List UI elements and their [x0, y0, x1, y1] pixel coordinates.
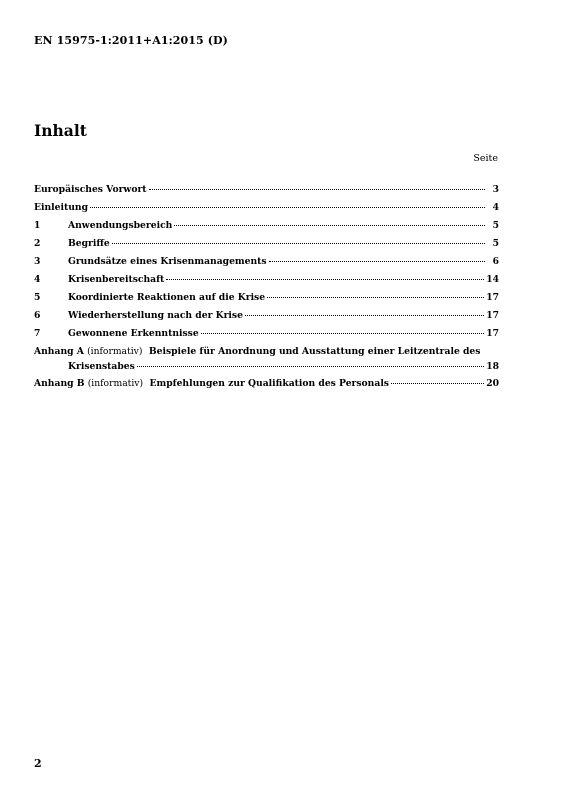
dot-leader — [267, 296, 484, 298]
toc-entry-annex-a[interactable] — [34, 345, 499, 374]
toc-entry-einleitung[interactable] — [34, 199, 499, 217]
annex-title: Empfehlungen zur Qualifikation des Personals — [149, 378, 389, 389]
toc-entry-number: 5 — [34, 292, 41, 303]
toc-entry-4[interactable] — [34, 271, 499, 289]
dot-leader — [391, 382, 484, 384]
toc-entry-page: 5 — [492, 238, 499, 249]
toc-entry-title: Koordinierte Reaktionen auf die Krise — [68, 292, 266, 303]
toc-entry-page: 4 — [492, 202, 499, 213]
toc-entry-page: 20 — [486, 378, 499, 389]
annex-a-line1 — [34, 345, 499, 359]
annex-label: Anhang A — [34, 346, 84, 357]
toc-entry-vorwort[interactable] — [34, 181, 499, 199]
toc-entry-title: Wiederherstellung nach der Krise — [68, 310, 243, 321]
toc-entry-title: Begriffe — [68, 238, 110, 249]
toc-entry-page: 18 — [486, 361, 499, 372]
toc-entry-title: Grundsätze eines Krisenmanagements — [68, 256, 267, 267]
table-of-contents — [34, 181, 499, 393]
toc-entry-number: 2 — [34, 238, 41, 249]
toc-entry-title: Krisenbereitschaft — [68, 274, 165, 285]
toc-entry-6[interactable] — [34, 307, 499, 325]
toc-entry-title: Anwendungsbereich — [68, 220, 173, 231]
page-number: 2 — [34, 757, 42, 770]
toc-entry-3[interactable] — [34, 253, 499, 271]
dot-leader — [166, 278, 484, 280]
dot-leader — [245, 314, 484, 316]
dot-leader — [174, 224, 485, 226]
dot-leader — [112, 242, 485, 244]
page-column-label: Seite — [473, 153, 498, 164]
annex-label: Anhang B — [34, 378, 85, 389]
toc-entry-5[interactable] — [34, 289, 499, 307]
toc-entry-page: 17 — [486, 292, 499, 303]
toc-entry-title: Gewonnene Erkenntnisse — [68, 328, 199, 339]
toc-entry-page: 5 — [492, 220, 499, 231]
annex-title: Beispiele für Anordnung und Ausstattung einer Leitzentrale des — [148, 346, 481, 357]
toc-entry-page: 3 — [492, 184, 499, 195]
annex-heading — [34, 375, 389, 393]
toc-entry-2[interactable] — [34, 235, 499, 253]
annex-type: (informativ) — [87, 378, 144, 389]
dot-leader — [201, 332, 485, 334]
toc-entry-number: 1 — [34, 220, 41, 231]
toc-entry-page: 14 — [486, 274, 499, 285]
dot-leader — [149, 188, 485, 190]
toc-entry-number: 7 — [34, 328, 41, 339]
annex-type: (informativ) — [87, 346, 143, 357]
toc-entry-page: 17 — [486, 328, 499, 339]
document-id-header: EN 15975-1:2011+A1:2015 (D) — [34, 34, 228, 47]
annex-title-continued: Krisenstabes — [68, 361, 135, 372]
toc-entry-page: 6 — [492, 256, 499, 267]
toc-entry-title: Einleitung — [34, 202, 89, 213]
dot-leader — [269, 260, 485, 262]
toc-entry-1[interactable] — [34, 217, 499, 235]
toc-entry-number: 4 — [34, 274, 41, 285]
toc-entry-title: Europäisches Vorwort — [34, 184, 147, 195]
toc-entry-annex-b[interactable] — [34, 375, 499, 393]
toc-entry-page: 17 — [486, 310, 499, 321]
toc-entry-7[interactable] — [34, 325, 499, 343]
dot-leader — [137, 365, 484, 367]
toc-entry-number: 6 — [34, 310, 41, 321]
annex-a-line2 — [34, 359, 499, 374]
dot-leader — [90, 206, 485, 208]
toc-title: Inhalt — [34, 121, 87, 140]
toc-entry-number: 3 — [34, 256, 41, 267]
